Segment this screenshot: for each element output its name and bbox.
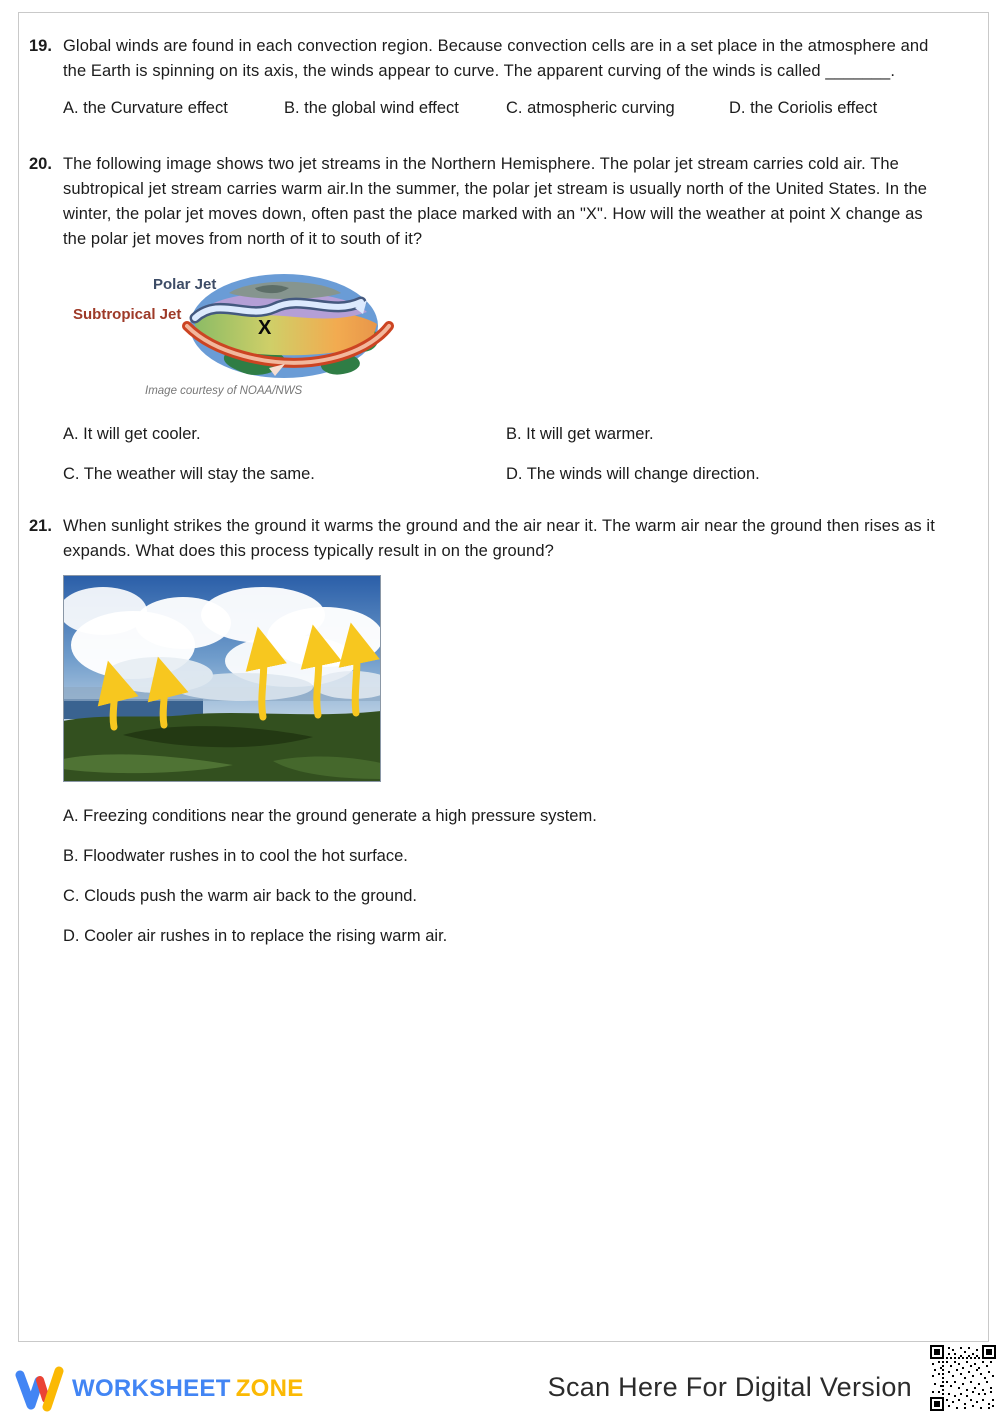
question-19-option-b: B. the global wind effect <box>284 99 459 117</box>
question-19-text: Global winds are found in each convection region. Because convection cells are in a set place in the atmosphere and the Earth is spinning on its axis, the winds appear to curve. The apparent curving of the winds is called _______. <box>63 37 929 80</box>
qr-code <box>930 1343 996 1411</box>
question-19-option-c: C. atmospheric curving <box>506 99 675 117</box>
x-marker: X <box>258 317 272 339</box>
question-20 <box>29 152 974 485</box>
question-19-options <box>63 99 974 120</box>
question-20-option-d: D. The winds will change direction. <box>506 465 760 483</box>
question-20-option-c: C. The weather will stay the same. <box>63 465 315 483</box>
question-20-option-b: B. It will get warmer. <box>506 425 654 443</box>
worksheetzone-logo-icon <box>14 1366 64 1412</box>
figure-caption: Image courtesy of NOAA/NWS <box>145 385 303 397</box>
subtropical-jet-label: Subtropical Jet <box>73 306 182 323</box>
polar-jet-label: Polar Jet <box>153 276 217 293</box>
question-21-option-b: B. Floodwater rushes in to cool the hot surface. <box>63 847 408 865</box>
page-footer <box>0 1340 1000 1414</box>
question-20-number: 20. <box>29 155 52 173</box>
worksheet-page <box>18 12 989 1342</box>
question-21-option-d: D. Cooler air rushes in to replace the rising warm air. <box>63 927 448 945</box>
brand-zone: ZONE <box>235 1375 304 1402</box>
jet-stream-figure <box>69 268 401 400</box>
question-19 <box>29 34 974 120</box>
question-19-option-a: A. the Curvature effect <box>63 99 228 117</box>
question-20-option-a: A. It will get cooler. <box>63 425 201 443</box>
question-19-option-d: D. the Coriolis effect <box>729 99 878 117</box>
question-21 <box>29 514 974 966</box>
question-21-option-a: A. Freezing conditions near the ground generate a high pressure system. <box>63 807 597 825</box>
question-21-option-c: C. Clouds push the warm air back to the ground. <box>63 887 418 905</box>
question-20-text: The following image shows two jet streams in the Northern Hemisphere. The polar jet stream carries cold air. The subtropical jet stream carries warm air.In the summer, the polar jet stream is usually north of the United States. In the winter, the polar jet moves down, often past the place marked with an "X". How will the weather at point X change as the polar jet moves from north of it to south of it? <box>63 155 928 248</box>
worksheetzone-logo <box>14 1366 304 1412</box>
brand-worksheet: WORKSHEET <box>72 1375 231 1402</box>
question-21-number: 21. <box>29 517 52 535</box>
brand-name <box>72 1375 304 1403</box>
scan-here-text: Scan Here For Digital Version <box>547 1372 912 1402</box>
question-19-number: 19. <box>29 37 52 55</box>
question-21-options <box>63 806 974 947</box>
question-20-options <box>63 424 974 485</box>
question-21-text: When sunlight strikes the ground it warms the ground and the air near it. The warm air near the ground then rises as it expands. What does this process typically result in on the ground? <box>63 517 935 560</box>
rising-air-photo <box>63 575 381 782</box>
